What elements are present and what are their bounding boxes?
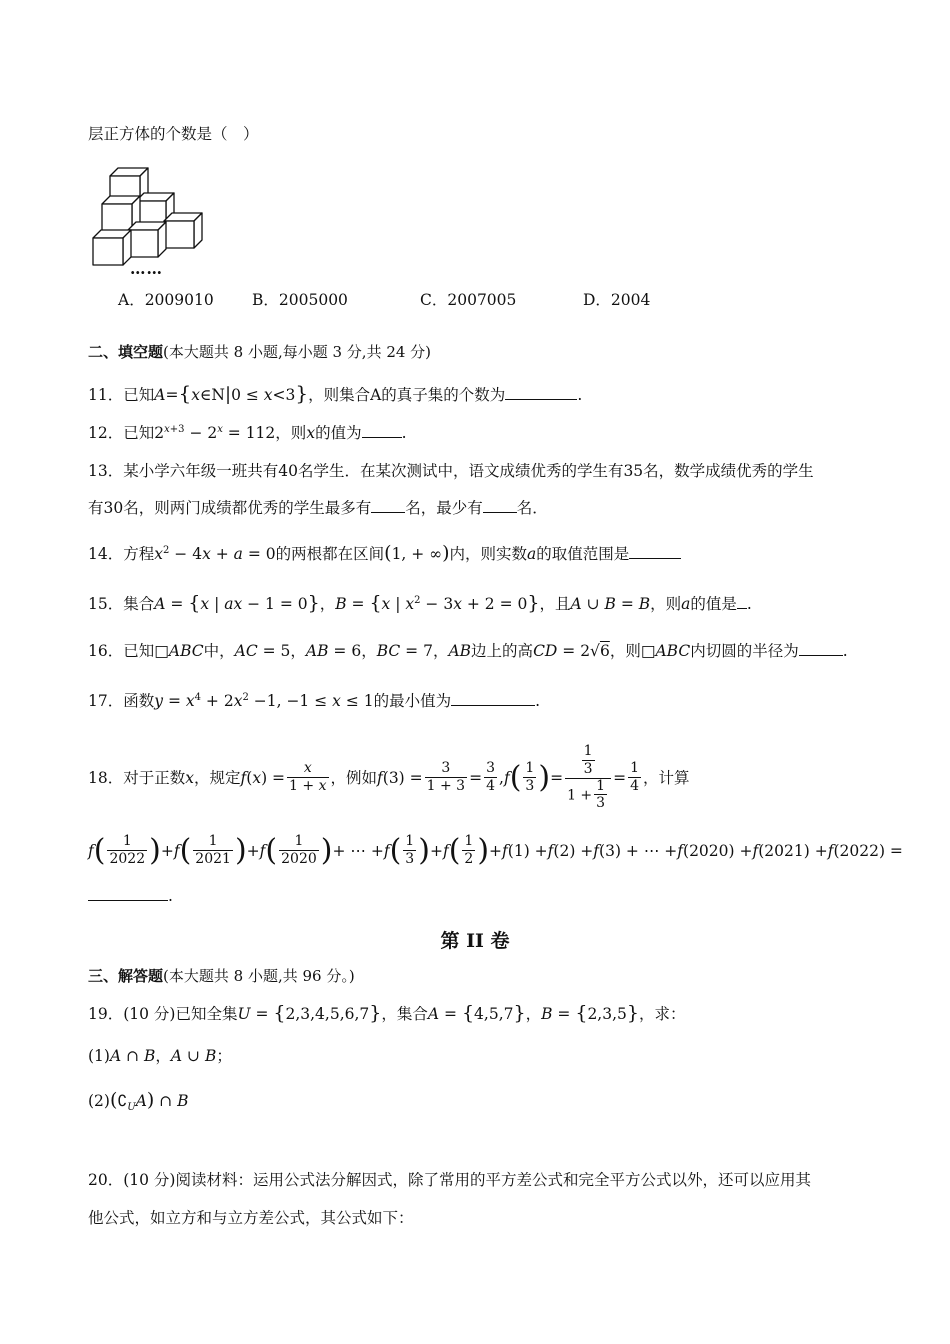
q17-answer-blank[interactable]	[451, 691, 535, 706]
q13-line1: 13．某小学六年级一班共有40名学生．在某次测试中，语文成绩优秀的学生有35名，数学成绩优秀的学生	[88, 462, 814, 480]
part2-title: 第 II 卷	[440, 930, 510, 952]
q13-min-blank[interactable]	[483, 498, 517, 513]
q16: 16．已知□ABC中，AC = 5，AB = 6，BC = 7，AB边上的高CD = 2√6，则□ABC内切圆的半径为 .	[88, 642, 848, 660]
q16-answer-blank[interactable]	[799, 641, 843, 656]
q19: 19．(10 分)已知全集U = {2,3,4,5,6,7}，集合A = {4,5,7}，B = {2,3,5}，求：	[88, 1002, 686, 1024]
q10-stem: 层正方体的个数是（ ）	[88, 125, 259, 143]
q11: 11．已知A={x∈N|0 ≤ x<3}，则集合A的真子集的个数为 .	[88, 381, 583, 405]
q13-line2: 有30名，则两门成绩都优秀的学生最多有 名，最少有 名．	[88, 499, 548, 517]
q14-answer-blank[interactable]	[629, 544, 681, 559]
cube-dots: ……	[130, 259, 163, 278]
q19-part2: $(2)(∁_UA)$ ∩ B	[88, 1089, 189, 1114]
q13-max-blank[interactable]	[371, 498, 405, 513]
q18-answer-blank[interactable]	[88, 886, 168, 901]
q11-answer-blank[interactable]	[505, 385, 577, 400]
q20-line2: 他公式，如立方和与立方差公式，其公式如下：	[88, 1209, 414, 1227]
q10-option-d: D．2004	[583, 291, 651, 309]
q18: 18． 对于正数 x ，规定 f ( x ) = $\frac{x}{1 + x}$ ，例如 f (3) = $\frac{3}{1 + 3}$ = $\frac{3}{4}$ , f ( $\frac{1}{3}$ ) = $\frac{1}{3}$ 1 + $\frac{1}{3}$ = $\frac{1}{4}$ ，计算	[88, 743, 690, 811]
section2-heading: 二、填空题(本大题共 8 小题,每小题 3 分,共 24 分)	[88, 343, 432, 361]
q19-part1: (1)A ∩ B，A ∪ B；	[88, 1047, 232, 1065]
q10-option-a: A．2009010	[118, 291, 214, 309]
q17: 17．函数$y = x^4 + 2x^2 -1$, −1 ≤ x ≤ 1的最小值为 .	[88, 692, 541, 711]
q14: 14．方程$x^2 - 4x + a = 0$的两根都在区间(1, + ∞)内，则实数a的取值范围是	[88, 541, 681, 566]
q20-line1: 20．(10 分)阅读材料：运用公式法分解因式，除了常用的平方差公式和完全平方公式以外，还可以应用其	[88, 1171, 811, 1189]
q15-answer-blank[interactable]	[737, 594, 747, 609]
q10-option-b: B．2005000	[252, 291, 348, 309]
q15: 15．集合A = {x | ax − 1 = 0}，B = {x | $x^2 - 3x + 2 = 0$}，且A ∪ B = B，则a的值是 .	[88, 592, 752, 614]
q18-expression: f ( $\frac{1}{2022}$ ) + f ( $\frac{1}{2021}$ ) + f ( $\frac{1}{2020}$ ) + ⋯ + f ( $\frac{1}{3}$ ) + f ( $\frac{1}{2}$ ) + f (1) + f (2) + f (3) + ⋯ + f (2020) + f (2021) + f (2022) =	[88, 833, 903, 868]
q18-answer: .	[88, 886, 173, 906]
q12-answer-blank[interactable]	[362, 423, 402, 438]
q10-option-c: C．2007005	[420, 291, 517, 309]
q12: 12．已知$2^{x+3} - 2^x = 112$，则x的值为 .	[88, 424, 407, 443]
section3-heading: 三、解答题(本大题共 8 小题,共 96 分。)	[88, 967, 355, 985]
